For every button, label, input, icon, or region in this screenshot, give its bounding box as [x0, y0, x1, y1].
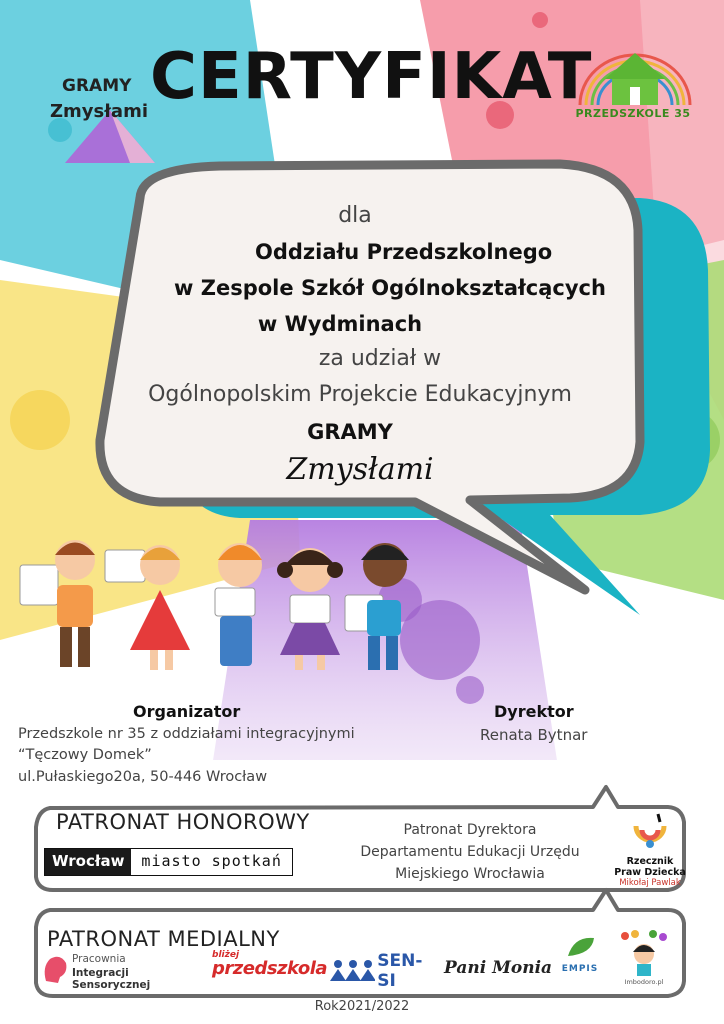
- logo-blizej-przedszkola: [212, 950, 328, 984]
- logo-sensory-line1: Pracownia: [72, 953, 126, 965]
- honorary-text-line1: Patronat Dyrektora: [403, 822, 537, 838]
- logo-empis: [552, 934, 608, 982]
- ombudsman-icon: [628, 812, 672, 852]
- director-label: Dyrektor: [494, 702, 574, 721]
- child-eye-icon: [105, 545, 190, 670]
- organizer-label: Organizator: [133, 702, 241, 721]
- cert-recipient-line2: w Zespole Szkół Ogólnokształcących: [174, 276, 606, 300]
- children-illustration: [15, 530, 435, 690]
- logo-blizej-top: bliżej: [212, 950, 240, 960]
- cert-recipient-line3: w Wydminach: [257, 312, 423, 336]
- head-icon: [40, 953, 68, 985]
- honorary-text-line3: Miejskiego Wrocławia: [395, 866, 545, 882]
- logo-imbodoro-text: Imbodoro.pl: [624, 978, 664, 986]
- cert-line-for: dla: [338, 203, 372, 228]
- wroclaw-logo: [44, 848, 293, 876]
- ombudsman-person: Mikołaj Pawlak: [619, 878, 681, 888]
- ombudsman-name1: Rzecznik: [626, 856, 674, 867]
- logo-imbodoro: [614, 930, 674, 986]
- organizer-address: ul.Pułaskiego20a, 50-446 Wrocław: [18, 769, 268, 785]
- logo-empis-text: EMPIS: [561, 964, 599, 974]
- child-mouth-icon: [277, 548, 343, 670]
- child-nose-icon: [215, 543, 262, 666]
- project-logo-line1: GRAMY: [62, 76, 132, 96]
- logo-sensi: [330, 951, 440, 991]
- project-logo-line2: Zmysłami: [50, 101, 149, 122]
- logo-sensory-line2: Integracji Sensorycznej: [72, 967, 151, 991]
- honorary-patronage-title: PATRONAT HONOROWY: [56, 810, 310, 834]
- logo-pani-monia: Pani Monia: [444, 958, 553, 978]
- logo-sensory-workshop: [40, 953, 210, 991]
- certificate-title: CERTYFIKAT: [150, 40, 593, 114]
- house-icon: [560, 45, 710, 115]
- girl-icon: [617, 930, 671, 976]
- cert-project-title-2: Zmysłami: [286, 452, 434, 487]
- organizer-line2: “Tęczowy Domek”: [18, 747, 152, 763]
- ombudsman-logo: [610, 812, 690, 889]
- child-hand-icon: [345, 543, 409, 670]
- people-icon: [330, 959, 375, 983]
- cert-project-title-1: GRAMY: [307, 420, 393, 444]
- organizer-line1: Przedszkole nr 35 z oddziałami integracyjnymi: [18, 726, 355, 742]
- director-name: Renata Bytnar: [480, 726, 588, 744]
- cert-project-name: Ogólnopolskim Projekcie Edukacyjnym: [148, 382, 572, 407]
- logo-sensi-text: SEN-SI: [377, 951, 423, 991]
- honorary-text-line2: Departamentu Edukacji Urzędu: [360, 844, 580, 860]
- wroclaw-logo-right: miasto spotkań: [131, 849, 291, 875]
- cert-line-participation: za udział w: [318, 346, 442, 371]
- media-patronage-title: PATRONAT MEDIALNY: [47, 927, 280, 951]
- school-logo: [560, 45, 710, 130]
- child-ear-icon: [20, 540, 95, 667]
- school-logo-caption: PRZEDSZKOLE 35: [575, 107, 691, 120]
- cert-recipient-line1: Oddziału Przedszkolnego: [255, 240, 553, 264]
- logo-blizej-main: przedszkola: [212, 958, 328, 979]
- leaf-icon: [564, 934, 596, 960]
- school-year: Rok2021/2022: [314, 999, 410, 1014]
- ombudsman-name2: Praw Dziecka: [614, 867, 686, 878]
- wroclaw-logo-left: Wrocław: [45, 849, 131, 875]
